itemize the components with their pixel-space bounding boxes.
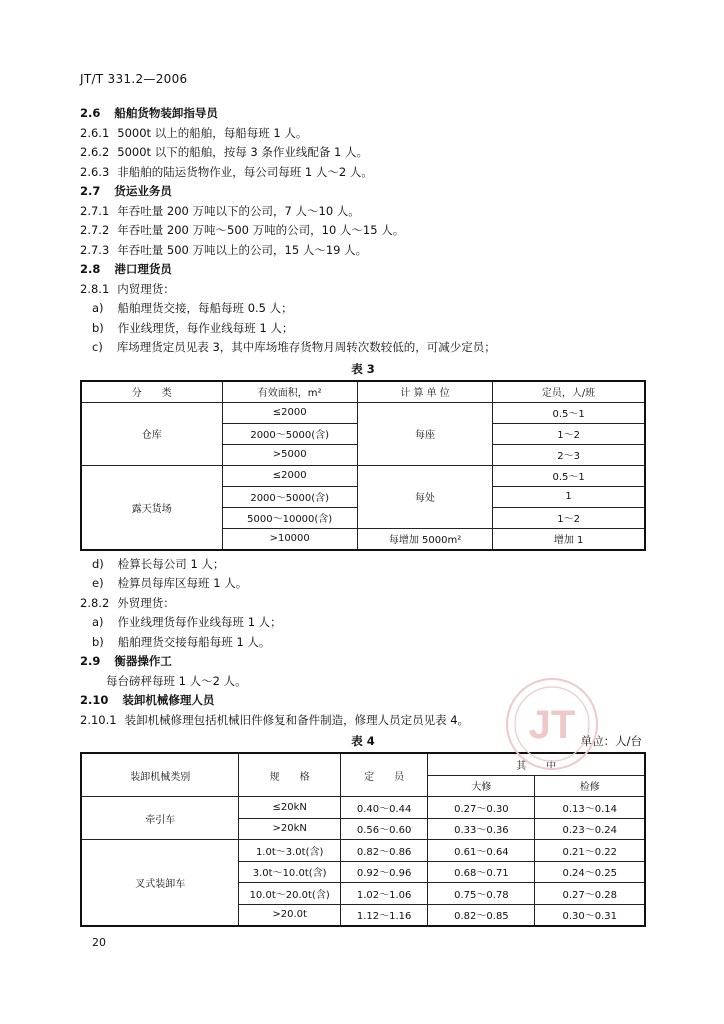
table-4-spec-cell: 3.0t～10.0t(含) — [239, 861, 341, 883]
list-item-b2: b) 船舶理货交接每船每班 1 人。 — [92, 634, 271, 649]
clause-2-6-1: 2.6.1 5000t 以上的船舶，每船每班 1 人。 — [80, 125, 308, 140]
table-3-staff-cell: 1 — [493, 486, 645, 507]
table-4-repair-cell: 0.13～0.14 — [535, 797, 645, 819]
section-2-6: 2.6 船舶货物装卸指导员 — [80, 106, 218, 120]
list-item-a2: a) 作业线理货每作业线每班 1 人； — [92, 615, 282, 629]
table-4-type-cell: 叉式装卸车 — [81, 840, 239, 927]
table-4-header-type: 装卸机械类别 — [81, 753, 239, 797]
table-3-staff-cell: 0.5～1 — [493, 465, 645, 486]
table-4-header-quota: 定 员 — [340, 753, 427, 797]
table-4-caption: 表 4 单位：人/台 — [80, 730, 646, 752]
table-3-staff-cell: 2～3 — [493, 444, 645, 465]
table-3-area-cell: 5000～10000(含) — [222, 507, 357, 528]
list-item-d: d) 检算长每公司 1 人； — [92, 556, 225, 571]
table-row — [81, 840, 645, 862]
table-3-area-cell: >10000 — [222, 528, 357, 550]
clause-2-7-1: 2.7.1 年吞吐量 200 万吨以下的公司，7 人～10 人。 — [80, 203, 360, 218]
table-3-unit-cell: 每处 — [357, 465, 492, 528]
clause-2-7-2: 2.7.2 年吞吐量 200 万吨～500 万吨的公司，10 人～15 人。 — [80, 223, 405, 237]
table-4-repair-cell: 0.21～0.22 — [535, 840, 645, 862]
clause-2-6-2: 2.6.2 5000t 以下的船舶，按每 3 条作业线配备 1 人。 — [80, 145, 368, 159]
table-4-major-cell: 0.82～0.85 — [428, 904, 535, 926]
table-3-staff-cell: 1～2 — [493, 507, 645, 528]
table-4-repair-cell: 0.23～0.24 — [535, 818, 645, 840]
table-4-major-cell: 0.33～0.36 — [428, 818, 535, 840]
clause-2-10-1: 2.10.1 装卸机械修理包括机械旧件修复和备件制造，修理人员定员见表 4。 — [80, 712, 470, 727]
section-2-7: 2.7 货运业务员 — [80, 184, 172, 198]
clause-2-6-3: 2.6.3 非船舶的陆运货物作业，每公司每班 1 人～2 人。 — [80, 164, 373, 179]
table-3-header-staff: 定员，人/班 — [493, 381, 645, 403]
table-4-spec-cell: >20kN — [239, 818, 341, 840]
table-4-type-cell: 牵引车 — [81, 797, 239, 840]
list-item-b: b) 作业线理货，每作业线每班 1 人； — [92, 320, 294, 335]
table-4-quota-cell: 0.82～0.86 — [340, 840, 427, 862]
table-row — [81, 465, 645, 486]
table-3-category-cell: 露天货场 — [81, 465, 222, 550]
table-3-area-cell: 2000～5000(含) — [222, 423, 357, 444]
clause-2-8-2: 2.8.2 外贸理货： — [80, 595, 175, 610]
table-3-area-cell: ≤2000 — [222, 402, 357, 423]
table-4-repair-cell: 0.24～0.25 — [535, 861, 645, 883]
table-4-repair-cell: 0.30～0.31 — [535, 904, 645, 926]
table-4-quota-cell: 0.92～0.96 — [340, 861, 427, 883]
watermark-text: JT — [528, 703, 576, 747]
table-3-staff-cell: 0.5～1 — [493, 402, 645, 423]
standard-code: JT/T 331.2—2006 — [80, 72, 188, 86]
clause-2-7-3: 2.7.3 年吞吐量 500 万吨以上的公司，15 人～19 人。 — [80, 242, 368, 257]
table-3-header-area: 有效面积，m² — [222, 381, 357, 403]
list-item-e: e) 检算员每库区每班 1 人。 — [92, 576, 248, 590]
section-2-9: 2.9 衡器操作工 — [80, 654, 172, 668]
table-3-unit-cell: 每增加 5000m² — [357, 528, 492, 550]
jt-watermark-stamp — [504, 676, 600, 772]
table-3-area-cell: ≤2000 — [222, 465, 357, 486]
table-4-header-repair: 检修 — [535, 775, 645, 797]
watermark-seal-icon — [504, 676, 600, 772]
table-4-quota-cell: 1.02～1.06 — [340, 883, 427, 905]
table-3-header-unit: 计 算 单 位 — [357, 381, 492, 403]
table-4-quota-cell: 1.12～1.16 — [340, 904, 427, 926]
table-3 — [80, 380, 646, 551]
table-3-staff-cell: 1～2 — [493, 423, 645, 444]
section-2-8: 2.8 港口理货员 — [80, 262, 172, 276]
table-3-category-cell: 仓库 — [81, 402, 222, 465]
table-3-area-cell: >5000 — [222, 444, 357, 465]
table-4 — [80, 752, 646, 927]
table-row — [81, 402, 645, 423]
table-3-caption: 表 3 — [351, 361, 375, 376]
table-4-major-cell: 0.75～0.78 — [428, 883, 535, 905]
table-3-staff-cell: 增加 1 — [493, 528, 645, 550]
table-4-spec-cell: 10.0t～20.0t(含) — [239, 883, 341, 905]
table-3-header-row — [81, 381, 645, 403]
table-4-header-spec: 规 格 — [239, 753, 341, 797]
table-4-header-major: 大修 — [428, 775, 535, 797]
table-4-major-cell: 0.27～0.30 — [428, 797, 535, 819]
table-4-quota-cell: 0.40～0.44 — [340, 797, 427, 819]
table-4-repair-cell: 0.27～0.28 — [535, 883, 645, 905]
page-number: 20 — [92, 936, 106, 949]
page-content — [80, 104, 646, 927]
table-4-spec-cell: >20.0t — [239, 904, 341, 926]
table-3-unit-cell: 每座 — [357, 402, 492, 465]
table-row — [81, 797, 645, 819]
list-item-c: c) 库场理货定员见表 3，其中库场堆存货物月周转次数较低的，可减少定员； — [92, 340, 496, 354]
table-4-spec-cell: 1.0t～3.0t(含) — [239, 840, 341, 862]
table-4-quota-cell: 0.56～0.60 — [340, 818, 427, 840]
clause-2-8-1: 2.8.1 内贸理货： — [80, 281, 175, 296]
table-4-unit-note: 单位：人/台 — [580, 734, 642, 748]
table-4-major-cell: 0.61～0.64 — [428, 840, 535, 862]
table-3-header-category: 分 类 — [81, 381, 222, 403]
section-2-10: 2.10 装卸机械修理人员 — [80, 693, 215, 707]
table-3-area-cell: 2000～5000(含) — [222, 486, 357, 507]
table-4-major-cell: 0.68～0.71 — [428, 861, 535, 883]
table-4-spec-cell: ≤20kN — [239, 797, 341, 819]
table-4-header-of-which: 其 中 — [428, 753, 645, 775]
list-item-a: a) 船舶理货交接，每船每班 0.5 人； — [92, 301, 293, 315]
clause-2-9-text: 每台磅秤每班 1 人～2 人。 — [106, 673, 247, 688]
